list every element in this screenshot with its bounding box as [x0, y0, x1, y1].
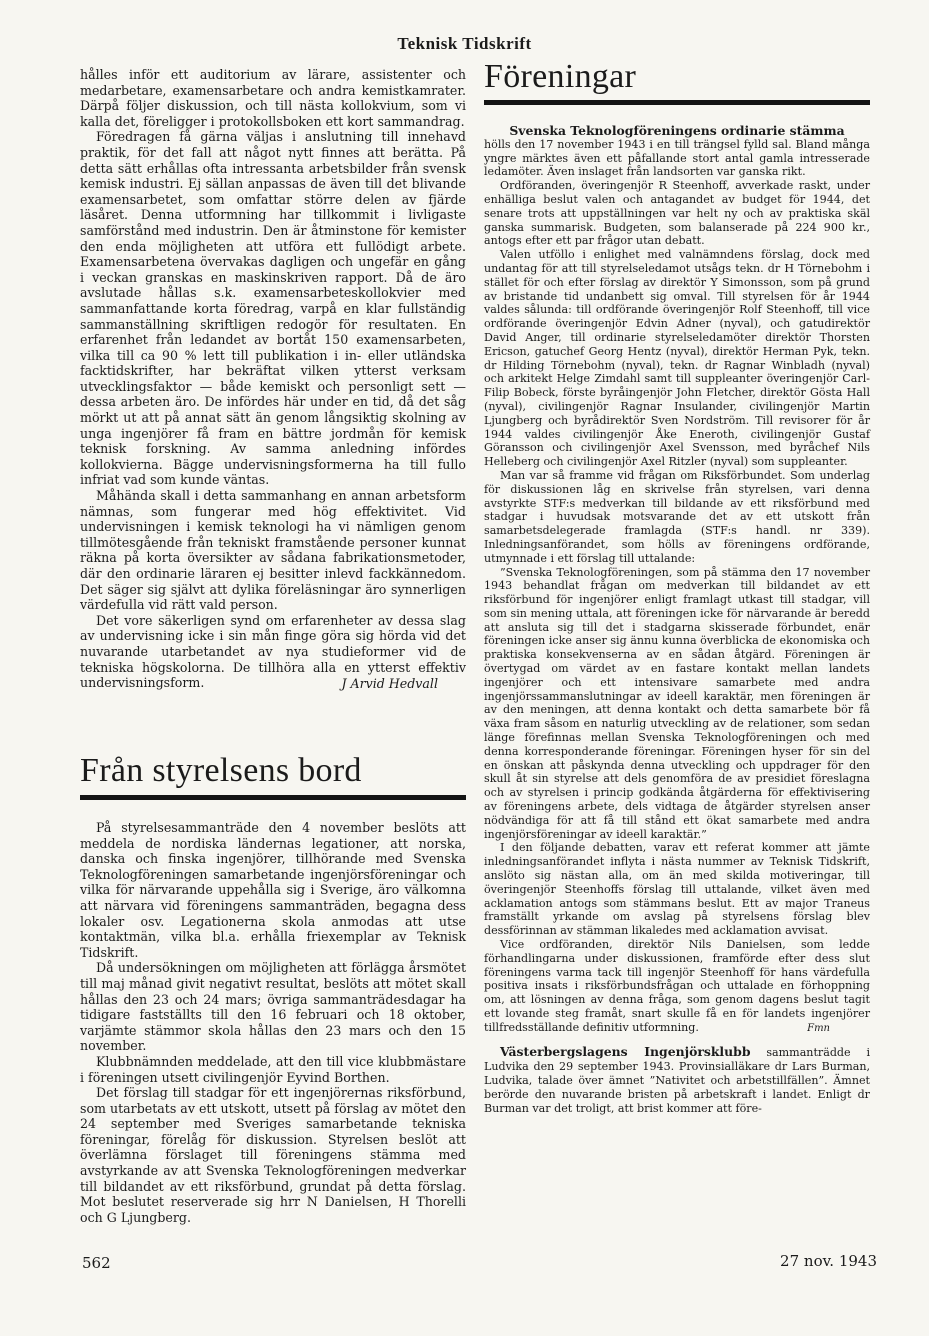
- paragraph: Klubbnämnden meddelade, att den till vice klubbmästare i föreningen utsett civilingenjör Eyvind Borthen.: [80, 1053, 466, 1085]
- paragraph: Föredragen få gärna väljas i anslutning till innehavd praktik, för det fall att något nytt finnes att berätta. På detta sätt erhållas ofta intressanta arbetsbilder från svensk kemisk industri. Ej sällan anpassas de även till det blivande examensarbetet, som omfattar större delen av fjärde läsåret. Denna utformning har tillkommit i livligaste samförstånd med industrin. Den är åtminstone för kemister den enda möjligheten att utföra ett fullödigt arbete. Examensarbetena övervakas dagligen och ungefär en gång i veckan granskas en maskinskriven rapport. Då de äro avslutade hållas s.k. examensarbeteskollokvier med sammanfattande korta föredrag, varpå en klar fullständig sammanställning skriftligen redogör för resultaten. En erfarenhet från ledandet av bortåt 150 examensarbeten, vilka till ca 90 % lett till publikation i in- eller utländska facktidskrifter, har bekräftat vilken ytterst verksam utvecklingsfaktor — både kemiskt och personligt sett — dessa arbeten äro. De infördes här under en tid, då det såg mörkt ut att på annat sätt än genom långsiktig skolning av unga ingenjörer få fram en bättre jordmån för kemisk teknisk forskning. Av samma anledning infördes kollokvierna. Bägge undervisningsformerna ha till fullo infriat vad som kunde väntas.: [80, 129, 466, 488]
- foreningar-column: [484, 124, 870, 1115]
- paragraph: hölls den 17 november 1943 i en till trängsel fylld sal. Bland många yngre märktes även ett påfallande stort antal gamla intresserade ledamöter. Även inslaget från landsorten var ganska rikt.: [484, 137, 870, 179]
- paragraph: ”Svenska Teknologföreningen, som på stämma den 17 november 1943 behandlat frågan om medverkan till bildandet av ett riksförbund för ingenjörer enligt framlagt utkast till stadgar, vill som sin mening uttala, att föreningen icke för närvarande är beredd att ansluta sig till det i stadgarna skisserade förbundet, enär föreningen icke anser sig ännu kunna överblicka de ekonomiska och praktiska konsekvenserna av en sådan åtgärd. Föreningen är övertygad om värdet av en fastare kontakt mellan landets ingenjörer och ett intensivare samarbete med andra ingenjörssammanslutningar av ideell karaktär, men föreningen är av den meningen, att denna kontakt och detta samarbete bör få växa fram såsom en naturlig utveckling av de relationer, som sedan länge förefinnas mellan Svenska Teknologföreningen och med denna korresponderande föreningar. Föreningen hyser för sin del en önskan att påskynda denna utveckling och uppdrager för den skull åt sin styrelse att dels genomföra de av presidiet föreslagna och av styrelsen i princip godkända åtgärderna för effektivisering av föreningens arbete, dels vidtaga de åtgärder styrelsen anser nödvändiga för att få till stånd ett ökat samarbete med andra ingenjörsföreningar av ideell karaktär.”: [484, 565, 870, 841]
- masthead: Teknisk Tidskrift: [397, 34, 532, 53]
- paragraph: Ordföranden, överingenjör R Steenhoff, avverkade raskt, under enhälliga beslut valen och antagandet av budget för 1944, det senare trots att uppställningen var helt ny och av praktiska skäl ganska summarisk. Budgeten, som balanserade på 224 900 kr., antogs efter ett par frågor utan debatt.: [484, 179, 870, 248]
- styrelsen-article: [80, 820, 466, 1225]
- paragraph: Valen utföllo i enlighet med valnämndens förslag, dock med undantag för att till styrelseledamot utsågs tekn. dr H Törnebohm i stället för och efter förslag av direktör Y Simonsson, som på grund av bristande tid undanbett sig omval. Till styrelsen för år 1944 valdes sålunda: till ordförande överingenjör Rolf Steenhoff, till vice ordförande överingenjör Edvin Adner (nyval), och gatudirektör David Anger, till ordinarie styrelseledamöter direktör Thorsten Ericson, gatuchef Georg Hentz (nyval), direktör Herman Pyk, tekn. dr Hilding Törnebohm (nyval), tekn. dr Ragnar Winbladh (nyval) och arkitekt Helge Zimdahl samt till suppleanter överingenjör Carl-Filip Bobeck, förste byråingenjör John Fletcher, direktör Gösta Hall (nyval), civilingenjör Ragnar Insulander, civilingenjör Martin Ljungberg och byrådirektör Sven Nordström. Till revisorer för år 1944 valdes civilingenjör Åke Eneroth, civilingenjör Gustaf Göransson och civilingenjör Axel Svensson, med byråchef Nils Helleberg och civilingenjör Axel Ritzler (nyval) som suppleanter.: [484, 248, 870, 469]
- author-signature: Fmn: [807, 1022, 830, 1034]
- paragraph: Det vore säkerligen synd om erfarenheter av dessa slag av undervisning icke i sin mån finge göra sig hörda vid det nuvarande utarbetandet av nya studieformer vid de tekniska högskolorna. De tillhöra alla en ytterst effektiv undervisningsform.: [80, 612, 466, 691]
- section-heading-foreningar: Föreningar: [484, 58, 637, 95]
- page-number: 562: [82, 1254, 111, 1272]
- paragraph: På styrelsesammanträde den 4 november beslöts att meddela de nordiska ländernas legationer, att norska, danska och finska ingenjörer, tillhörande med Svenska Teknologföreningen samarbetande ingenjörsföreningar och vilka för närvarande uppehålla sig i Sverige, äro välkomna att närvara vid föreningens sammanträden, begagna dess lokaler osv. Legationerna skola anmodas att utse kontaktmän, vilka bl.a. erhålla friexemplar av Teknisk Tidskrift.: [80, 820, 466, 960]
- issue-date: 27 nov. 1943: [780, 1252, 877, 1270]
- subsection-title: Västerbergslagens Ingenjörsklubb: [500, 1044, 751, 1060]
- paragraph: hålles inför ett auditorium av lärare, assistenter och medarbetare, examensarbetare och andra kemistkamrater. Därpå följer diskussion, och till nästa kollokvium, som vi kalla det, föreligger i protokollsboken ett kort sammandrag.: [80, 67, 466, 129]
- paragraph: Det förslag till stadgar för ett ingenjörernas riksförbund, som utarbetats av ett utskott, utsett på förslag av mötet den 24 september med Sveriges samarbetande tekniska föreningar, förelåg för diskussion. Styrelsen beslöt att överlämna förslaget till föreningens stämma med avstyrkande av att Svenska Teknologföreningen medverkar till bildandet av ett riksförbund, grundat på detta förslag. Mot beslutet reserverade sig hrr N Danielsen, H Thorelli och G Ljungberg.: [80, 1085, 466, 1225]
- paragraph: I den följande debatten, varav ett referat kommer att jämte inledningsanförandet inflyta i nästa nummer av Teknisk Tidskrift, anslöto sig nästan alla, om än med skilda motiveringar, till överingenjör Steenhoffs förslag till uttalande, vilket även med acklamation antogs som stämmans beslut. Ett av major Traneus framställt yrkande om avslag på styrelsens förslag blev dessförinnan av stämman likaledes med acklamation avvisat.: [484, 841, 870, 938]
- paragraph: Man var så framme vid frågan om Riksförbundet. Som underlag för diskussionen låg en skrivelse från styrelsen, vari denna avstyrkte STF:s medverkan till bildande av ett riksförbund med stadgar i huvudsak motsvarande det av ett utskott från samarbetsdelegerade framlagda (STF:s handl. nr 339). Inledningsanförandet, som hölls av föreningens ordförande, utmynnade i ett förslag till uttalande:: [484, 468, 870, 565]
- author-signature: J Arvid Hedvall: [341, 675, 438, 691]
- paragraph: Vice ordföranden, direktör Nils Danielsen, som ledde förhandlingarna under diskussionen, framförde efter dess slut föreningens varma tack till ingenjör Steenhoff för hans värdefulla positiva insats i riksförbundsfrågan och uttalade en förhoppning om, att lösningen av denna fråga, som genom dagens beslut tagit ett lovande steg framåt, snart skulle få en för landets ingenjörer tillfredsställande definitiv utformning.: [484, 938, 870, 1034]
- heading-rule: [80, 795, 466, 800]
- heading-rule: [484, 100, 870, 105]
- subsection-title: Svenska Teknologföreningens ordinarie stämma: [509, 123, 845, 138]
- paragraph: Då undersökningen om möjligheten att förlägga årsmötet till maj månad givit negativt resultat, beslöts att mötet skall hållas den 23 och 24 mars; övriga sammanträdesdagar ha tidigare fastställts till den 16 februari och 18 oktober, varjämte stämmor skola hållas den 23 mars och den 15 november.: [80, 960, 466, 1054]
- paragraph: Måhända skall i detta sammanhang en annan arbetsform nämnas, som fungerar med hög effektivitet. Vid undervisningen i kemisk teknologi ha vi nämligen genom tillmötesgående från tekniskt framstående personer kunnat räkna på korta översikter av sådana fabrikationsmetoder, där den ordinarie läraren ej besitter inlevd fackkännedom. Det säger sig självt att dylika föreläsningar äro synnerligen värdefulla vid rätt vald person.: [80, 488, 466, 613]
- paragraph-text: sammanträdde i Ludvika den 29 september 1943. Provinsialläkare dr Lars Burman, Ludvika, talade över ämnet ”Nativitet och arbetstillfällen”. Ämnet berörde den nuvarande bristen på arbetskraft i landet. Enligt dr Burman var det troligt, att brist kommer att före-: [484, 1046, 870, 1115]
- paragraph: [484, 1045, 870, 1115]
- section-heading-styrelsen: Från styrelsens bord: [80, 752, 362, 789]
- article-continuation: [80, 67, 466, 691]
